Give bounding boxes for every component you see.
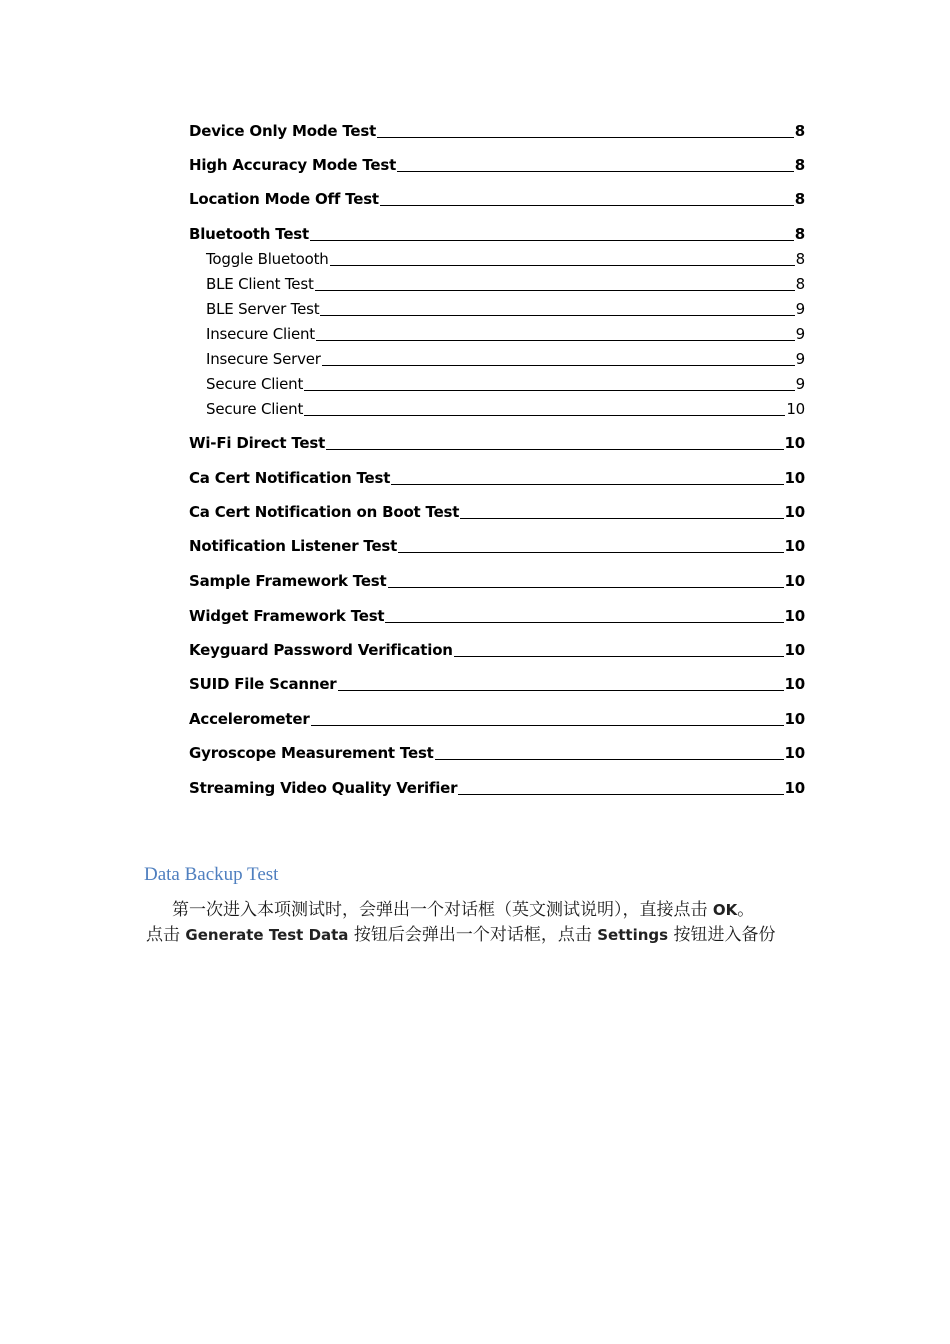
toc-leader-line [315,289,795,291]
toc-entry[interactable] [189,499,805,521]
toc-entry-page-number: 8 [794,122,805,140]
toc-entry-title: BLE Client Test [206,275,314,293]
toc-entry[interactable] [189,533,805,555]
toc-leader-line [316,339,795,341]
toc-entry-title: Secure Client [206,375,304,393]
paragraph-text: 点击 [146,925,186,945]
toc-leader-line [391,483,783,485]
toc-entry[interactable] [189,152,805,174]
toc-entry-page-number: 10 [784,607,805,625]
toc-entry[interactable] [189,221,805,243]
toc-leader-line [458,793,783,795]
toc-leader-line [310,239,794,241]
toc-entry-title: Ca Cert Notification Test [189,469,391,487]
toc-entry-page-number: 8 [794,225,805,243]
toc-entry-page-number: 10 [784,779,805,797]
toc-entry[interactable] [189,465,805,487]
toc-entry-page-number: 10 [784,675,805,693]
toc-entry-page-number: 10 [784,572,805,590]
toc-entry-page-number: 10 [784,434,805,452]
toc-entry-title: Streaming Video Quality Verifier [189,779,458,797]
toc-leader-line [380,204,794,206]
toc-entry-title: High Accuracy Mode Test [189,156,397,174]
toc-entry[interactable] [189,603,805,625]
toc-leader-line [397,170,794,172]
toc-entry[interactable] [189,186,805,208]
toc-entry-title: Gyroscope Measurement Test [189,744,434,762]
toc-leader-line [320,314,794,316]
toc-leader-line [338,689,784,691]
paragraph-text: 按钮后会弹出一个对话框，点击 [348,925,598,945]
toc-entry-title: Notification Listener Test [189,537,398,555]
toc-entry-title: Secure Client [206,400,304,418]
toc-leader-line [322,364,795,366]
toc-entry-title: Insecure Client [206,325,315,343]
toc-entry-page-number: 10 [784,503,805,521]
toc-leader-line [311,724,784,726]
toc-entry-page-number: 10 [784,469,805,487]
toc-entry-title: BLE Server Test [206,300,320,318]
toc-entry[interactable] [189,671,805,693]
toc-leader-line [330,264,795,266]
toc-entry[interactable] [189,568,805,590]
toc-entry[interactable] [206,296,805,318]
toc-entry-page-number: 9 [795,350,805,368]
toc-leader-line [454,655,784,657]
toc-entry-page-number: 8 [794,190,805,208]
toc-entry-page-number: 10 [786,400,805,418]
toc-entry-page-number: 9 [795,300,805,318]
toc-entry[interactable] [189,740,805,762]
paragraph-text: 第一次进入本项测试时，会弹出一个对话框（英文测试说明），直接点击 [172,900,713,920]
toc-leader-line [377,136,794,138]
toc-entry-title: Location Mode Off Test [189,190,379,208]
toc-entry[interactable] [206,246,805,268]
toc-entry-title: Insecure Server [206,350,321,368]
toc-entry[interactable] [189,637,805,659]
toc-entry-page-number: 8 [795,250,805,268]
toc-leader-line [460,517,783,519]
toc-entry[interactable] [206,321,805,343]
toc-entry-page-number: 10 [784,744,805,762]
toc-leader-line [435,758,784,760]
toc-entry-page-number: 9 [795,375,805,393]
toc-entry-page-number: 8 [795,275,805,293]
ok-term: OK [712,901,738,919]
toc-entry-title: Device Only Mode Test [189,122,377,140]
toc-entry[interactable] [206,271,805,293]
toc-entry[interactable] [189,118,805,140]
toc-entry-title: Sample Framework Test [189,572,387,590]
toc-leader-line [304,414,785,416]
toc-entry-page-number: 10 [784,641,805,659]
toc-entry-page-number: 10 [784,710,805,728]
paragraph-line-1 [172,895,754,920]
toc-entry-title: Wi-Fi Direct Test [189,434,326,452]
section-heading: Data Backup Test [144,864,279,885]
toc-entry-page-number: 10 [784,537,805,555]
toc-entry[interactable] [189,775,805,797]
toc-entry-title: Toggle Bluetooth [206,250,329,268]
paragraph-line-2 [146,920,775,945]
paragraph-text: 按钮进入备份 [668,925,776,945]
toc-entry-title: Keyguard Password Verification [189,641,453,659]
toc-entry-page-number: 9 [795,325,805,343]
settings-term: Settings [597,926,669,944]
toc-leader-line [398,551,783,553]
toc-entry-title: Widget Framework Test [189,607,385,625]
toc-leader-line [385,621,783,623]
toc-entry-page-number: 8 [794,156,805,174]
toc-entry-title: Bluetooth Test [189,225,309,243]
toc-entry-title: SUID File Scanner [189,675,337,693]
toc-leader-line [388,586,784,588]
toc-entry[interactable] [206,346,805,368]
toc-entry-title: Ca Cert Notification on Boot Test [189,503,460,521]
toc-leader-line [304,389,794,391]
toc-entry[interactable] [206,396,805,418]
toc-entry-title: Accelerometer [189,710,310,728]
toc-entry[interactable] [189,706,805,728]
toc-leader-line [326,448,783,450]
paragraph-text: 。 [737,900,755,920]
generate-test-data-term: Generate Test Data [185,926,349,944]
toc-entry[interactable] [206,371,805,393]
toc-entry[interactable] [189,430,805,452]
